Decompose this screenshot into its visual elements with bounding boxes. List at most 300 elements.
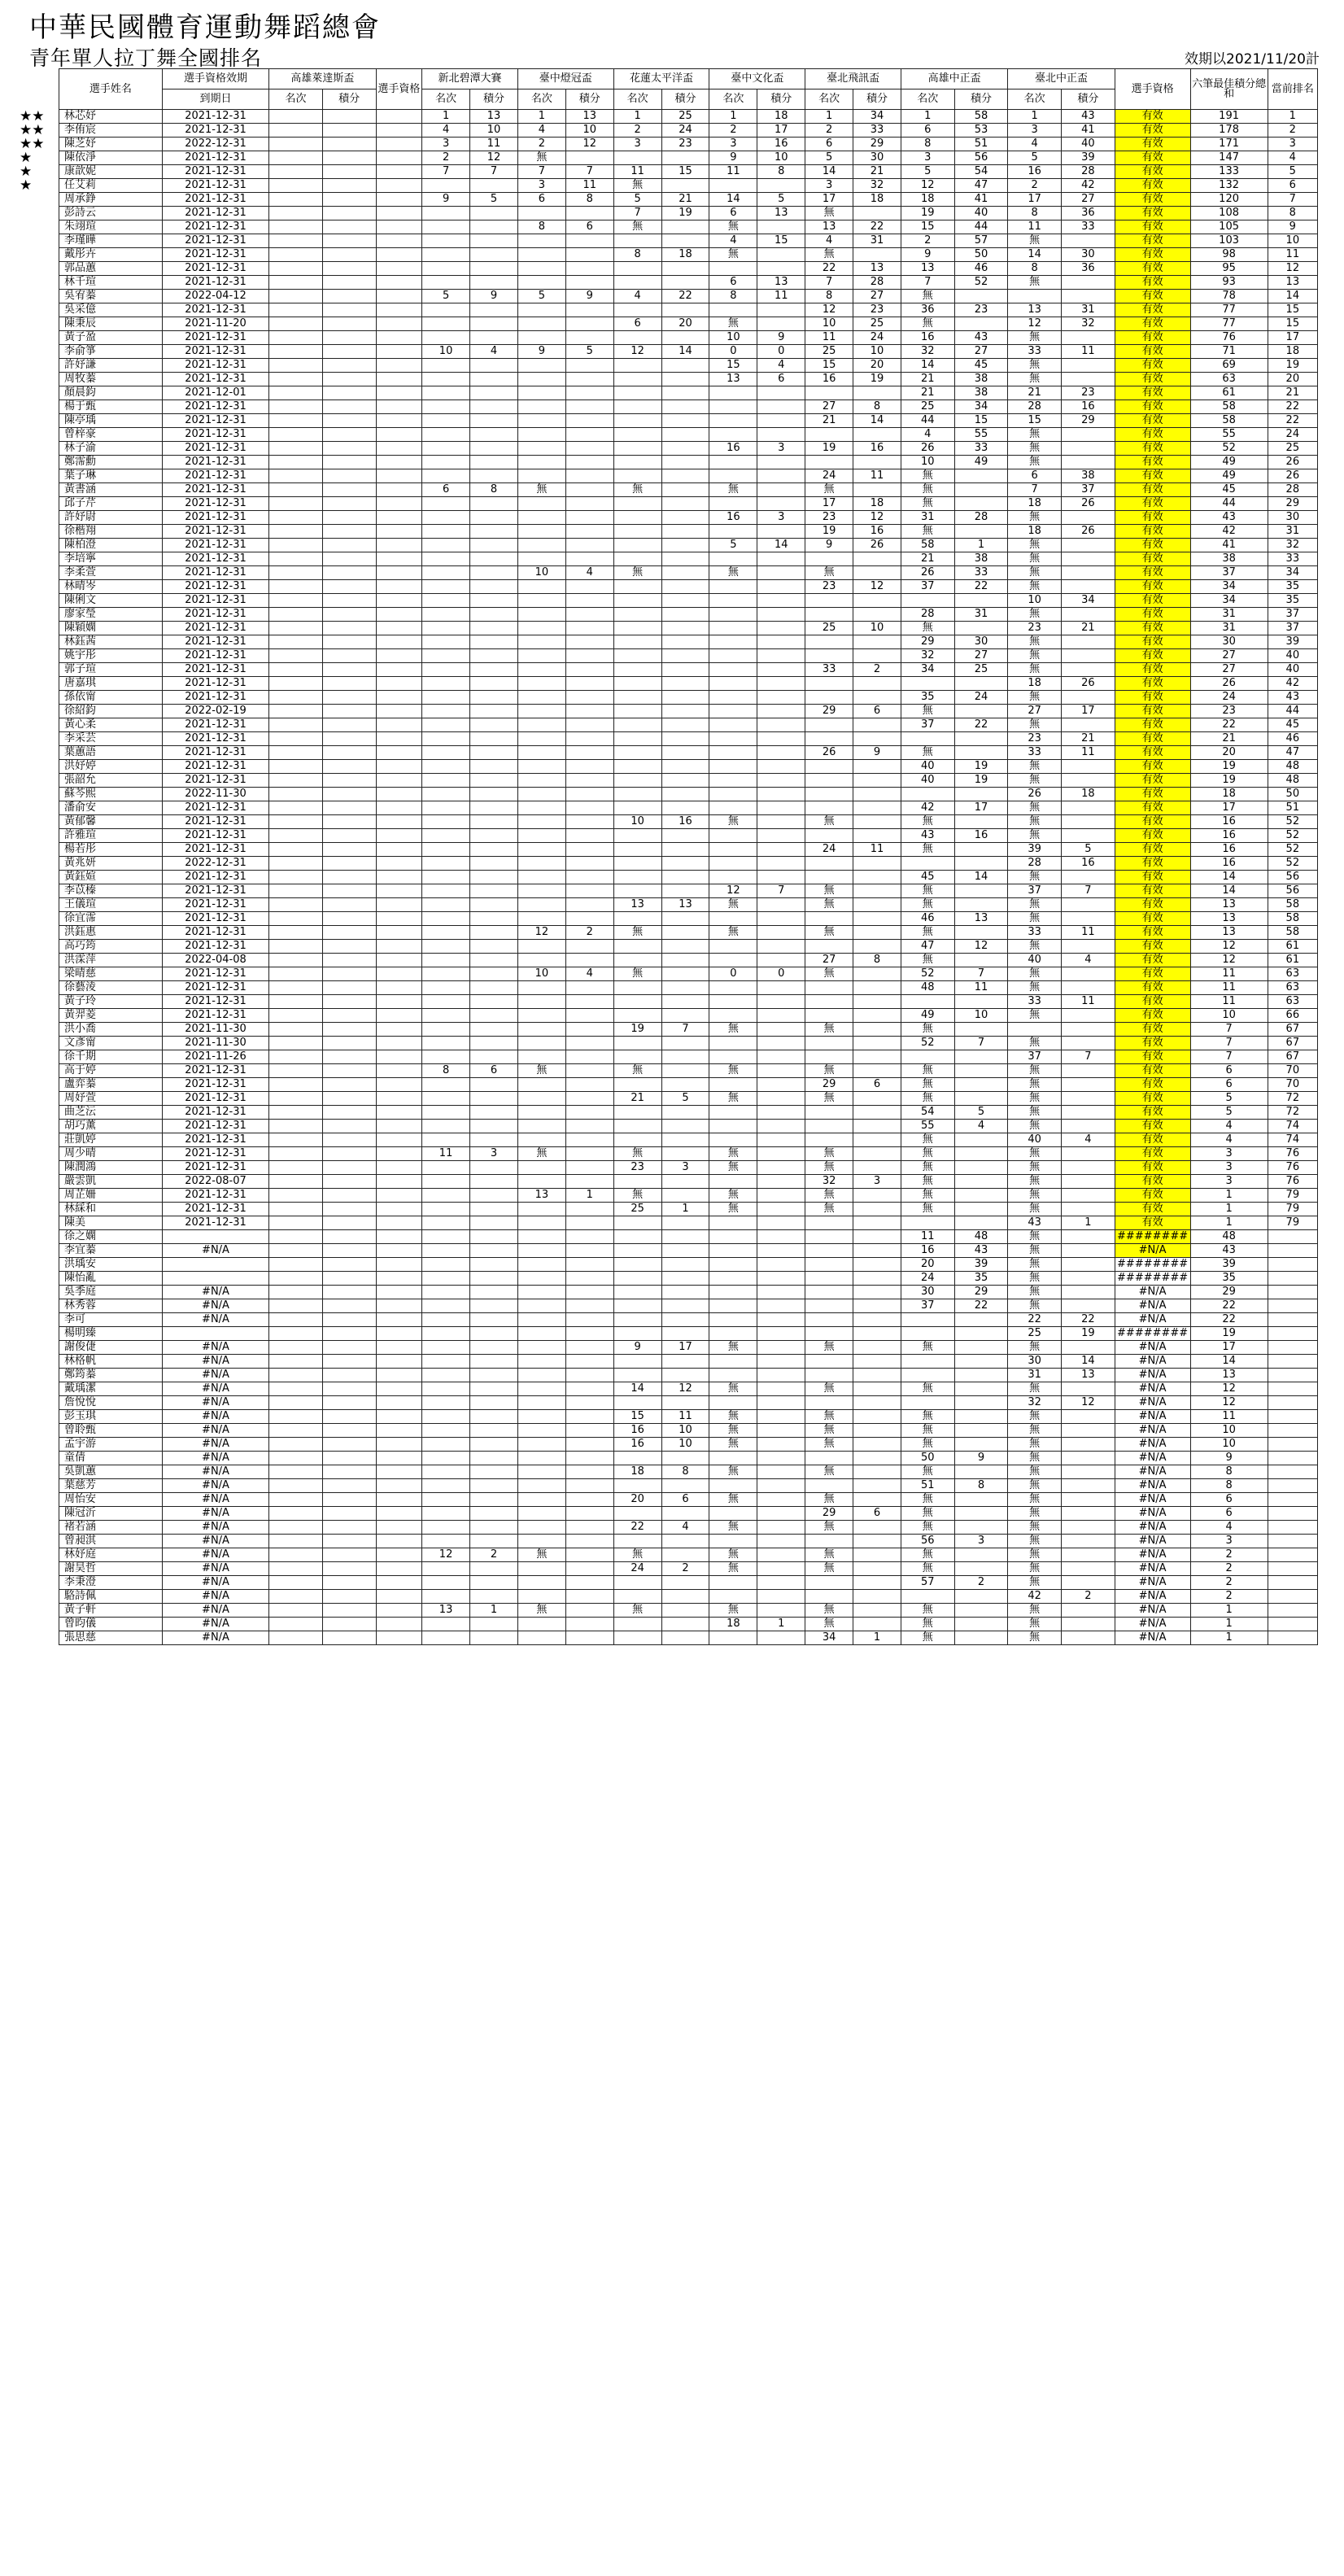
place-cell [709,497,757,511]
table-row [59,884,1318,898]
place-cell: 無 [1008,331,1062,345]
total-score: 12 [1190,940,1268,954]
place-cell [1008,290,1062,303]
score-cell [565,635,613,649]
score-cell [757,760,805,774]
status-badge: 有效 [1115,1023,1190,1037]
player-name: 黃郁馨 [59,815,163,829]
place-cell [613,1078,661,1092]
score-cell [565,1327,613,1341]
score-cell [853,1424,901,1438]
score-cell [470,1078,518,1092]
score-cell [565,1562,613,1576]
status-badge: 有效 [1115,1175,1190,1189]
score-cell [954,1023,1008,1037]
place-cell: 無 [613,220,661,234]
place-cell: 無 [1008,511,1062,525]
place-cell [613,732,661,746]
place-cell [709,1230,757,1244]
table-row [59,525,1318,539]
score-cell [954,1438,1008,1452]
empty-cell [269,1286,323,1299]
score-cell: 28 [1062,165,1115,179]
place-cell: 無 [517,1548,565,1562]
score-cell [1062,1631,1115,1645]
score-cell: 15 [661,165,709,179]
place-cell [613,1576,661,1590]
empty-cell [269,635,323,649]
current-rank: 70 [1268,1078,1317,1092]
score-cell [757,1521,805,1535]
score-cell [1062,290,1115,303]
expiry-date: #N/A [162,1299,268,1313]
score-cell [470,691,518,705]
status-badge: 有效 [1115,884,1190,898]
score-cell [661,705,709,718]
score-cell: 1 [661,1203,709,1216]
score-cell [1062,1272,1115,1286]
expiry-date: #N/A [162,1452,268,1465]
place-cell: 5 [709,539,757,552]
score-cell [565,898,613,912]
empty-cell [269,774,323,788]
score-cell [565,414,613,428]
expiry-date: 2021-12-31 [162,1147,268,1161]
place-cell [709,525,757,539]
expiry-date: 2021-12-31 [162,898,268,912]
score-cell [853,1590,901,1604]
place-cell: 無 [1008,1493,1062,1507]
place-cell [517,940,565,954]
table-row [59,497,1318,511]
expiry-date: #N/A [162,1548,268,1562]
place-cell [422,1396,470,1410]
place-cell: 無 [805,1493,853,1507]
expiry-date: 2021-12-31 [162,552,268,566]
score-cell: 14 [1062,1355,1115,1369]
expiry-date: #N/A [162,1382,268,1396]
score-cell [757,1106,805,1120]
table-row [59,788,1318,801]
score-cell: 51 [954,138,1008,151]
place-cell [709,1355,757,1369]
place-cell: 58 [901,539,954,552]
score-cell [565,871,613,884]
table-row [59,1396,1318,1410]
score-cell [757,1078,805,1092]
empty-cell [269,220,323,234]
score-cell [757,1244,805,1258]
score-cell [661,1064,709,1078]
place-cell: 33 [1008,345,1062,359]
table-row [59,801,1318,815]
place-cell: 無 [1008,1147,1062,1161]
table-row [59,290,1318,303]
score-cell: 52 [954,276,1008,290]
score-cell [757,829,805,843]
expiry-date: 2021-12-31 [162,1106,268,1120]
place-cell: 14 [709,193,757,207]
total-score: 13 [1190,898,1268,912]
place-cell: 12 [805,303,853,317]
place-cell [709,414,757,428]
score-cell [1062,1286,1115,1299]
score-cell [661,373,709,386]
score-cell [853,1189,901,1203]
place-cell [517,1216,565,1230]
col-rank: 當前排名 [1268,69,1317,110]
score-cell [853,1576,901,1590]
empty-cell [322,1175,376,1189]
empty-cell [376,1465,422,1479]
score-cell [853,940,901,954]
table-row [59,138,1318,151]
total-score: 108 [1190,207,1268,220]
place-cell: 無 [517,483,565,497]
expiry-date: 2021-12-31 [162,359,268,373]
score-cell: 45 [954,359,1008,373]
place-cell: 無 [613,179,661,193]
empty-cell [322,552,376,566]
score-cell [470,1424,518,1438]
status-badge: 有效 [1115,400,1190,414]
place-cell [805,1313,853,1327]
empty-cell [269,1548,323,1562]
place-cell: 無 [1008,1299,1062,1313]
place-cell: 10 [517,566,565,580]
empty-cell [269,1092,323,1106]
status-badge: #N/A [1115,1465,1190,1479]
score-cell [853,1396,901,1410]
empty-cell [269,677,323,691]
current-rank: 32 [1268,539,1317,552]
place-cell [709,1535,757,1548]
score-cell: 7 [954,967,1008,981]
score-cell [565,1230,613,1244]
player-name: 李侑宸 [59,124,163,138]
score-cell: 8 [470,483,518,497]
expiry-date: 2021-12-31 [162,110,268,124]
table-row [59,1452,1318,1465]
score-cell [1062,373,1115,386]
empty-cell [376,179,422,193]
empty-cell [269,1009,323,1023]
empty-cell [376,1355,422,1369]
total-score: 43 [1190,1244,1268,1258]
place-cell: 40 [901,760,954,774]
score-cell: 15 [954,414,1008,428]
score-cell [661,871,709,884]
place-cell: 57 [901,1576,954,1590]
place-cell [709,635,757,649]
total-score: 5 [1190,1092,1268,1106]
score-cell: 16 [661,815,709,829]
place-cell [709,705,757,718]
player-name: 吳宥蓁 [59,290,163,303]
place-cell: 16 [805,373,853,386]
empty-cell [269,359,323,373]
score-cell [954,1521,1008,1535]
place-cell: 9 [709,151,757,165]
score-cell [470,552,518,566]
empty-cell [322,414,376,428]
score-cell [954,1050,1008,1064]
place-cell [709,691,757,705]
place-cell: 0 [709,967,757,981]
empty-cell [376,1313,422,1327]
score-cell [853,1562,901,1576]
score-cell [565,359,613,373]
score-cell [470,1050,518,1064]
place-cell [709,1216,757,1230]
status-badge: 有效 [1115,220,1190,234]
score-cell [565,1341,613,1355]
score-cell [853,801,901,815]
place-cell: 8 [1008,262,1062,276]
empty-cell [269,110,323,124]
empty-cell [322,677,376,691]
score-cell [954,483,1008,497]
empty-cell [322,649,376,663]
score-cell: 1 [470,1604,518,1618]
player-name: 洪鈺惠 [59,926,163,940]
score-cell: 1 [853,1631,901,1645]
empty-cell [269,1258,323,1272]
score-cell [757,594,805,608]
score-cell [757,1382,805,1396]
place-cell: 無 [901,1521,954,1535]
score-cell: 29 [954,1286,1008,1299]
place-cell [422,1576,470,1590]
place-cell: 36 [901,303,954,317]
place-cell: 無 [901,1147,954,1161]
rank-star-icon: ★★ [20,121,45,138]
empty-cell [269,331,323,345]
status-badge: 有效 [1115,552,1190,566]
score-cell [853,1216,901,1230]
place-cell [517,608,565,622]
place-cell [422,1161,470,1175]
place-cell: 無 [1008,1521,1062,1535]
empty-cell [322,1438,376,1452]
score-cell: 18 [757,110,805,124]
place-cell: 無 [1008,1576,1062,1590]
place-cell [901,1396,954,1410]
total-score: 43 [1190,511,1268,525]
total-score: 171 [1190,138,1268,151]
place-cell [613,649,661,663]
status-badge: 有效 [1115,234,1190,248]
empty-cell [269,788,323,801]
place-cell [422,1382,470,1396]
status-badge: 有效 [1115,801,1190,815]
empty-cell [376,580,422,594]
current-rank: 13 [1268,276,1317,290]
empty-cell [269,663,323,677]
place-cell [422,386,470,400]
place-cell: 無 [613,1147,661,1161]
empty-cell [376,1424,422,1438]
player-name: 邱子芹 [59,497,163,511]
empty-cell [322,303,376,317]
place-cell [805,1120,853,1133]
place-cell [422,622,470,635]
empty-cell [269,1175,323,1189]
status-badge: #N/A [1115,1631,1190,1645]
score-cell [565,1465,613,1479]
place-cell: 34 [901,663,954,677]
score-cell [1062,774,1115,788]
score-cell: 19 [954,760,1008,774]
empty-cell [269,552,323,566]
score-cell [661,469,709,483]
empty-cell [376,1203,422,1216]
score-cell: 17 [661,1341,709,1355]
empty-cell [322,898,376,912]
score-cell [1062,871,1115,884]
score-cell [853,815,901,829]
place-cell: 16 [709,511,757,525]
place-cell: 無 [901,290,954,303]
place-cell: 無 [709,1438,757,1452]
table-row [59,926,1318,940]
place-cell: 43 [1008,1216,1062,1230]
score-cell: 21 [661,193,709,207]
total-score: 105 [1190,220,1268,234]
place-cell [613,718,661,732]
table-row [59,995,1318,1009]
place-cell: 25 [613,1203,661,1216]
score-cell: 14 [954,871,1008,884]
place-cell [422,1009,470,1023]
place-cell: 1 [805,110,853,124]
empty-cell [269,815,323,829]
total-score: 2 [1190,1548,1268,1562]
score-cell: 26 [853,539,901,552]
place-cell [517,1327,565,1341]
place-cell: 32 [901,345,954,359]
place-cell [517,1465,565,1479]
place-cell: 31 [1008,1369,1062,1382]
place-cell [805,1355,853,1369]
place-cell [422,303,470,317]
place-cell: 8 [422,1064,470,1078]
status-badge: 有效 [1115,248,1190,262]
place-cell: 6 [709,207,757,220]
score-cell [661,1009,709,1023]
place-cell [709,594,757,608]
empty-cell [376,414,422,428]
score-cell [853,1535,901,1548]
score-cell [757,1396,805,1410]
empty-cell [269,179,323,193]
score-cell [565,663,613,677]
place-cell [709,1327,757,1341]
place-cell: 1 [422,110,470,124]
empty-cell [376,1147,422,1161]
expiry-date: 2021-12-31 [162,400,268,414]
expiry-date: #N/A [162,1521,268,1535]
empty-cell [269,967,323,981]
status-badge: 有效 [1115,276,1190,290]
place-cell: 22 [613,1521,661,1535]
empty-cell [322,1590,376,1604]
score-cell: 4 [470,345,518,359]
score-cell [757,622,805,635]
place-cell [517,331,565,345]
score-cell [757,1120,805,1133]
empty-cell [322,663,376,677]
player-name: 謝昊哲 [59,1562,163,1576]
score-cell [661,359,709,373]
place-cell: 10 [1008,594,1062,608]
place-cell [805,691,853,705]
score-cell: 1 [1062,1216,1115,1230]
score-cell [470,1092,518,1106]
score-cell: 20 [661,317,709,331]
place-cell [613,234,661,248]
score-cell [661,400,709,414]
score-cell [565,248,613,262]
empty-cell [322,442,376,456]
table-row [59,1244,1318,1258]
place-cell [422,1203,470,1216]
empty-cell [322,788,376,801]
empty-cell [269,386,323,400]
place-cell: 無 [805,566,853,580]
player-name: 楊于甄 [59,400,163,414]
place-cell [422,912,470,926]
score-cell: 40 [1062,138,1115,151]
score-cell [470,1161,518,1175]
place-cell [422,442,470,456]
empty-cell [322,1258,376,1272]
score-cell [565,649,613,663]
place-cell: 40 [1008,1133,1062,1147]
place-cell [613,884,661,898]
score-cell [954,1216,1008,1230]
score-cell: 2 [470,1548,518,1562]
place-cell [901,732,954,746]
score-cell [470,926,518,940]
place-cell [709,940,757,954]
score-cell: 10 [853,622,901,635]
table-row [59,1382,1318,1396]
table-row [59,1479,1318,1493]
place-cell: 15 [709,359,757,373]
score-cell [565,469,613,483]
score-cell [853,1023,901,1037]
score-cell [470,871,518,884]
place-cell: 無 [901,1562,954,1576]
table-row [59,1147,1318,1161]
score-cell: 13 [954,912,1008,926]
empty-cell [376,1341,422,1355]
table-row [59,469,1318,483]
empty-cell [269,829,323,843]
score-cell [565,442,613,456]
place-cell [517,1576,565,1590]
score-cell [853,967,901,981]
total-score: 49 [1190,456,1268,469]
score-cell: 7 [661,1023,709,1037]
table-row [59,373,1318,386]
place-cell: 20 [613,1493,661,1507]
player-name: 文彥甯 [59,1037,163,1050]
score-cell [1062,1023,1115,1037]
score-cell [565,1631,613,1645]
place-cell: 無 [1008,691,1062,705]
